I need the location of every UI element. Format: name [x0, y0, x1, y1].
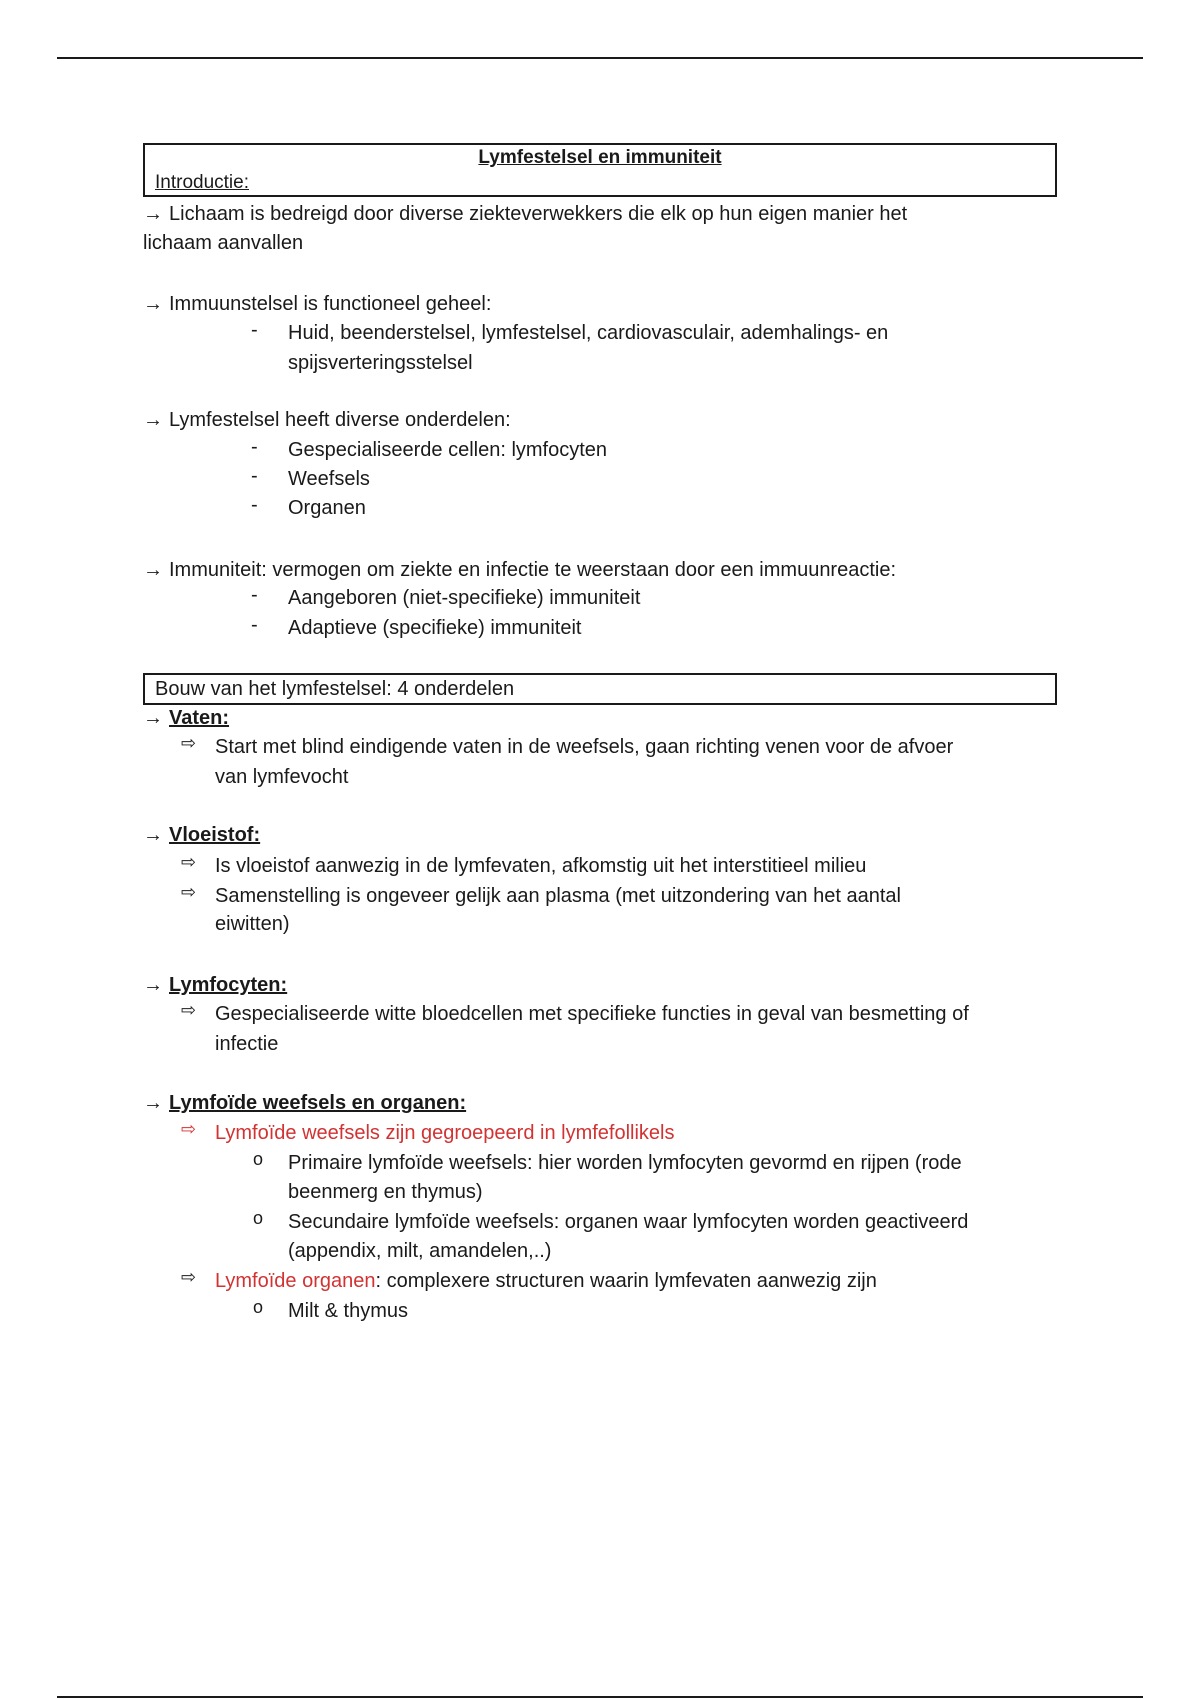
- list-item: Gespecialiseerde witte bloedcellen met specifieke functies in geval van besmetting of: [215, 1003, 969, 1025]
- list-item: Lymfoïde organen: complexere structuren waarin lymfevaten aanwezig zijn: [215, 1270, 877, 1292]
- sub-list-item: Secundaire lymfoïde weefsels: organen waar lymfocyten worden geactiveerd: [288, 1211, 969, 1233]
- arrow-icon: →: [143, 293, 163, 315]
- list-item: Gespecialiseerde cellen: lymfocyten: [288, 439, 608, 461]
- list-item: Aangeboren (niet-specifieke) immuniteit: [288, 587, 641, 609]
- circle-bullet: o: [253, 1297, 264, 1317]
- hollow-arrow-icon: ⇨: [181, 1119, 197, 1139]
- heading-vaten: → Vaten:: [143, 704, 229, 732]
- footer-rule: [57, 1696, 1143, 1698]
- intro-paragraph-4: → Immuniteit: vermogen om ziekte en infectie te weerstaan door een immuunreactie:: [143, 556, 896, 584]
- list-item: Lymfoïde weefsels zijn gegroepeerd in lymfefollikels: [215, 1122, 675, 1144]
- hollow-arrow-icon: ⇨: [181, 1267, 197, 1287]
- hollow-arrow-icon: ⇨: [181, 1000, 197, 1020]
- heading-vloeistof: → Vloeistof:: [143, 821, 260, 849]
- sub-list-item-cont: beenmerg en thymus): [288, 1181, 483, 1203]
- list-item: Weefsels: [288, 468, 370, 490]
- dash-bullet: -: [251, 584, 258, 606]
- list-item: Samenstelling is ongeveer gelijk aan plasma (met uitzondering van het aantal: [215, 885, 901, 907]
- list-item: Adaptieve (specifieke) immuniteit: [288, 617, 582, 639]
- dash-bullet: -: [251, 436, 258, 458]
- header-rule: [57, 57, 1143, 59]
- title-box: [143, 143, 1057, 197]
- intro-paragraph-3: → Lymfestelsel heeft diverse onderdelen:: [143, 406, 511, 434]
- list-item-cont: spijsverteringsstelsel: [288, 352, 473, 374]
- heading-lymfocyten: → Lymfocyten:: [143, 971, 287, 999]
- list-item: Start met blind eindigende vaten in de weefsels, gaan richting venen voor de afvoer: [215, 736, 954, 758]
- list-item-cont: eiwitten): [215, 913, 290, 935]
- list-item-cont: van lymfevocht: [215, 766, 349, 788]
- dash-bullet: -: [251, 465, 258, 487]
- arrow-icon: →: [143, 203, 163, 225]
- section-title: Bouw van het lymfestelsel: 4 onderdelen: [143, 673, 1057, 705]
- list-item: Huid, beenderstelsel, lymfestelsel, cardiovasculair, ademhalings- en: [288, 322, 889, 344]
- arrow-icon: →: [143, 974, 163, 996]
- dash-bullet: -: [251, 494, 258, 516]
- arrow-icon: →: [143, 824, 163, 846]
- arrow-icon: →: [143, 707, 163, 729]
- heading-weefsels: → Lymfoïde weefsels en organen:: [143, 1089, 466, 1117]
- list-item: Organen: [288, 497, 366, 519]
- hollow-arrow-icon: ⇨: [181, 733, 197, 753]
- sub-list-item: Primaire lymfoïde weefsels: hier worden lymfocyten gevormd en rijpen (rode: [288, 1152, 962, 1174]
- arrow-icon: →: [143, 1092, 163, 1114]
- intro-label: Introductie:: [155, 172, 249, 193]
- circle-bullet: o: [253, 1149, 264, 1169]
- sub-list-item-cont: (appendix, milt, amandelen,..): [288, 1240, 552, 1262]
- hollow-arrow-icon: ⇨: [181, 882, 197, 902]
- dash-bullet: -: [251, 319, 258, 341]
- arrow-icon: →: [143, 409, 163, 431]
- arrow-icon: →: [143, 559, 163, 581]
- hollow-arrow-icon: ⇨: [181, 852, 197, 872]
- intro-paragraph-1-cont: lichaam aanvallen: [143, 232, 304, 254]
- page-title: Lymfestelsel en immuniteit: [478, 147, 722, 168]
- dash-bullet: -: [251, 614, 258, 636]
- intro-paragraph-2: → Immuunstelsel is functioneel geheel:: [143, 290, 491, 318]
- sub-list-item: Milt & thymus: [288, 1300, 409, 1322]
- list-item: Is vloeistof aanwezig in de lymfevaten, afkomstig uit het interstitieel milieu: [215, 855, 867, 877]
- circle-bullet: o: [253, 1208, 264, 1228]
- intro-paragraph-1: → Lichaam is bedreigd door diverse ziekteverwekkers die elk op hun eigen manier het: [143, 200, 907, 228]
- list-item-cont: infectie: [215, 1033, 279, 1055]
